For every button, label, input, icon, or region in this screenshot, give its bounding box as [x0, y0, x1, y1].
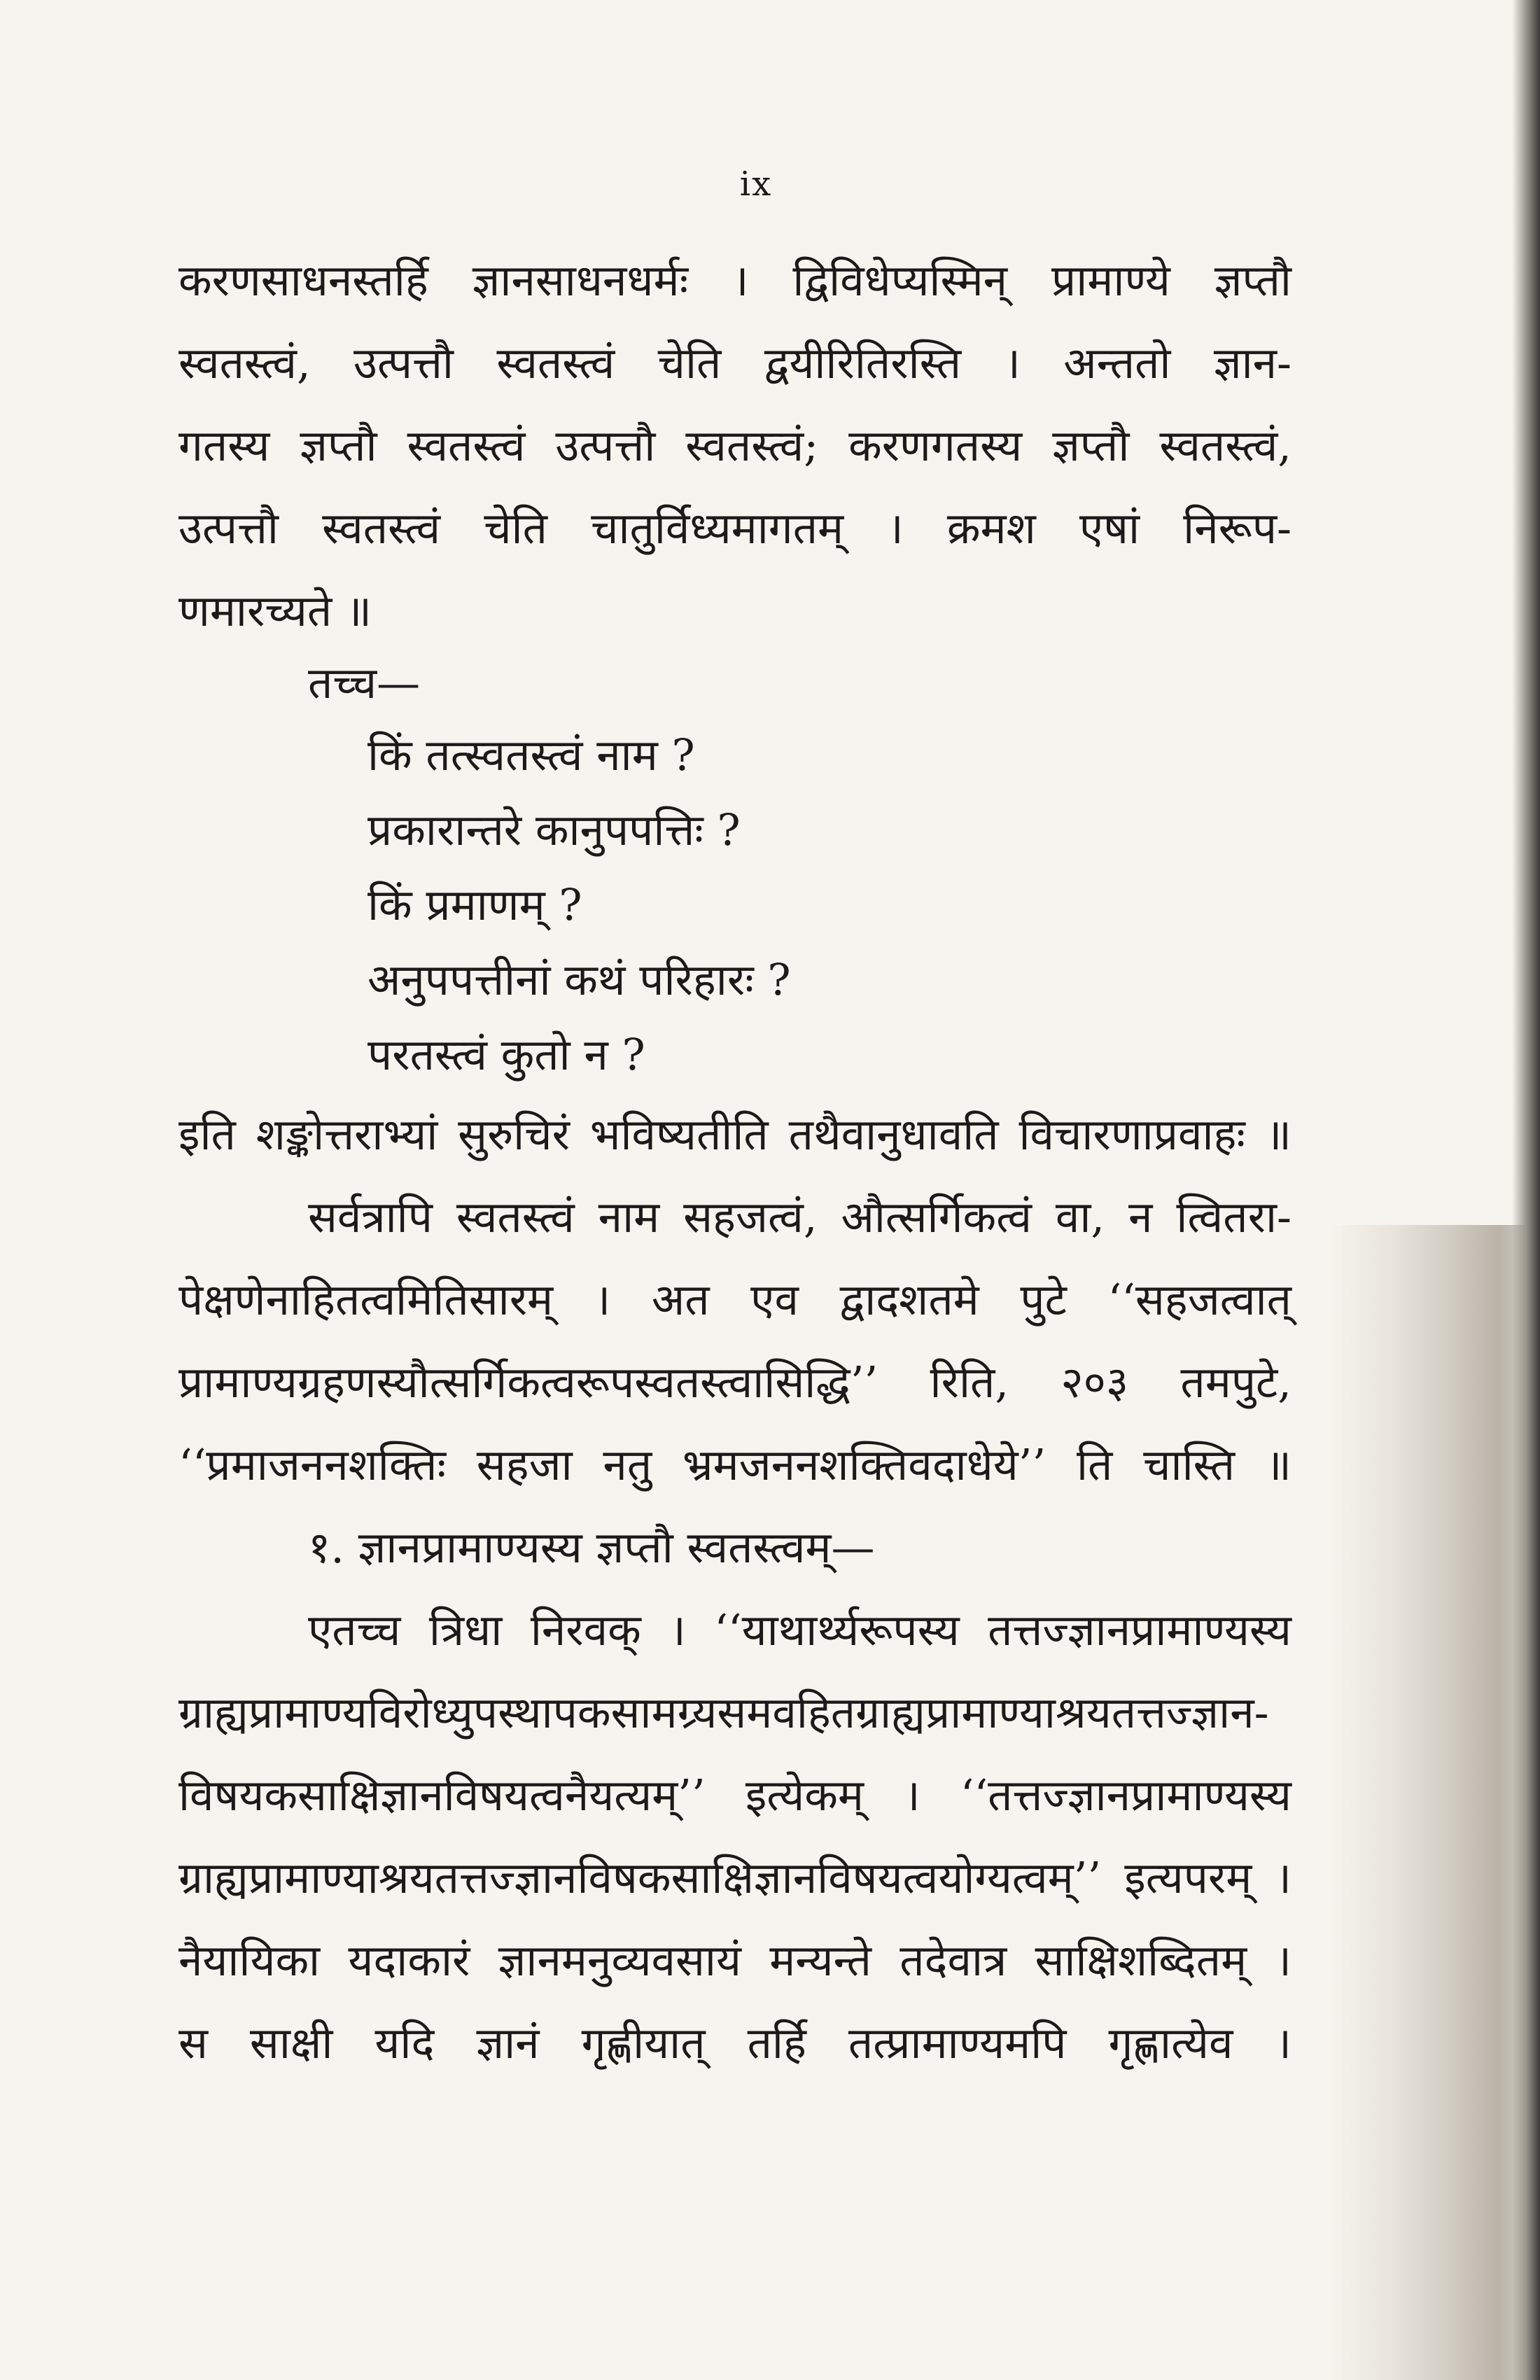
question-1: किं तत्स्वतस्त्वं नाम ?: [368, 729, 695, 780]
text-line-18: एतच्च त्रिधा निरवक् । ‘‘याथार्थ्यरूपस्य तत्तज्ज्ञानप्रामाण्यस्य: [308, 1604, 1292, 1656]
text-line-12: इति शङ्कोत्तराभ्यां सुरुचिरं भविष्यतीति तथैवानुधावति विचारणाप्रवाहः ॥: [178, 1109, 1292, 1160]
text-line-14: पेक्षणेनाहितत्वमितिसारम् । अत एव द्वादशतमे पुटे ‘‘सहजत्वात्: [178, 1274, 1292, 1325]
text-line-4: उत्पत्तौ स्वतस्त्वं चेति चातुर्विध्यमागतम् । क्रमश एषां निरूप-: [178, 503, 1292, 554]
section-intro: तच्च—: [308, 657, 421, 708]
question-3: किं प्रमाणम् ?: [368, 879, 582, 930]
text-line-2: स्वतस्त्वं, उत्पत्तौ स्वतस्त्वं चेति द्वयीरितिरस्ति । अन्ततो ज्ञान-: [178, 337, 1292, 388]
text-line-15: प्रामाण्यग्रहणस्यौत्सर्गिकत्वरूपस्वतस्त्वासिद्धि’’ रिति, २०३ तमपुटे,: [178, 1357, 1292, 1408]
text-line-19: ग्राह्यप्रामाण्यविरोध्युपस्थापकसामग्र्यसमवहितग्राह्यप्रामाण्याश्रयतत्तज्ज्ञान-: [178, 1687, 1269, 1738]
text-line-21: ग्राह्यप्रामाण्याश्रयतत्तज्ज्ञानविषकसाक्षिज्ञानविषयत्वयोग्यत्वम्’’ इत्यपरम् ।: [178, 1852, 1292, 1903]
text-line-23: स साक्षी यदि ज्ञानं गृह्णीयात् तर्हि तत्प्रामाण्यमपि गृह्णात्येव ।: [178, 2017, 1292, 2068]
page-number: ix: [739, 164, 773, 204]
text-line-22: नैयायिका यदाकारं ज्ञानमनुव्यवसायं मन्यन्ते तदेवात्र साक्षिशब्दितम् ।: [178, 1935, 1292, 1986]
page-shadow-edge: [1512, 0, 1540, 2380]
question-2: प्रकारान्तरे कानुपपत्तिः ?: [368, 804, 741, 855]
question-5: परतस्त्वं कुतो न ?: [368, 1029, 645, 1080]
section-heading-1: १. ज्ञानप्रामाण्यस्य ज्ञप्तौ स्वतस्त्वम्—: [308, 1522, 875, 1573]
torn-page-edge: [1330, 1225, 1540, 2380]
text-line-20: विषयकसाक्षिज्ञानविषयत्वनैयत्यम्’’ इत्येकम् । ‘‘तत्तज्ज्ञानप्रामाण्यस्य: [178, 1770, 1292, 1821]
text-line-13: सर्वत्रापि स्वतस्त्वं नाम सहजत्वं, औत्सर्गिकत्वं वा, न त्वितरा-: [308, 1191, 1292, 1242]
question-4: अनुपपत्तीनां कथं परिहारः ?: [368, 954, 791, 1005]
text-line-16: ‘‘प्रमाजननशक्तिः सहजा नतु भ्रमजननशक्तिवदाधेये’’ ति चास्ति ॥: [178, 1439, 1292, 1490]
text-line-1: करणसाधनस्तर्हि ज्ञानसाधनधर्मः । द्विविधेप्यस्मिन् प्रामाण्ये ज्ञप्तौ: [178, 255, 1292, 306]
text-line-5: णमारच्यते ॥: [178, 585, 372, 636]
text-line-3: गतस्य ज्ञप्तौ स्वतस्त्वं उत्पत्तौ स्वतस्त्वं; करणगतस्य ज्ञप्तौ स्वतस्त्वं,: [178, 420, 1292, 471]
